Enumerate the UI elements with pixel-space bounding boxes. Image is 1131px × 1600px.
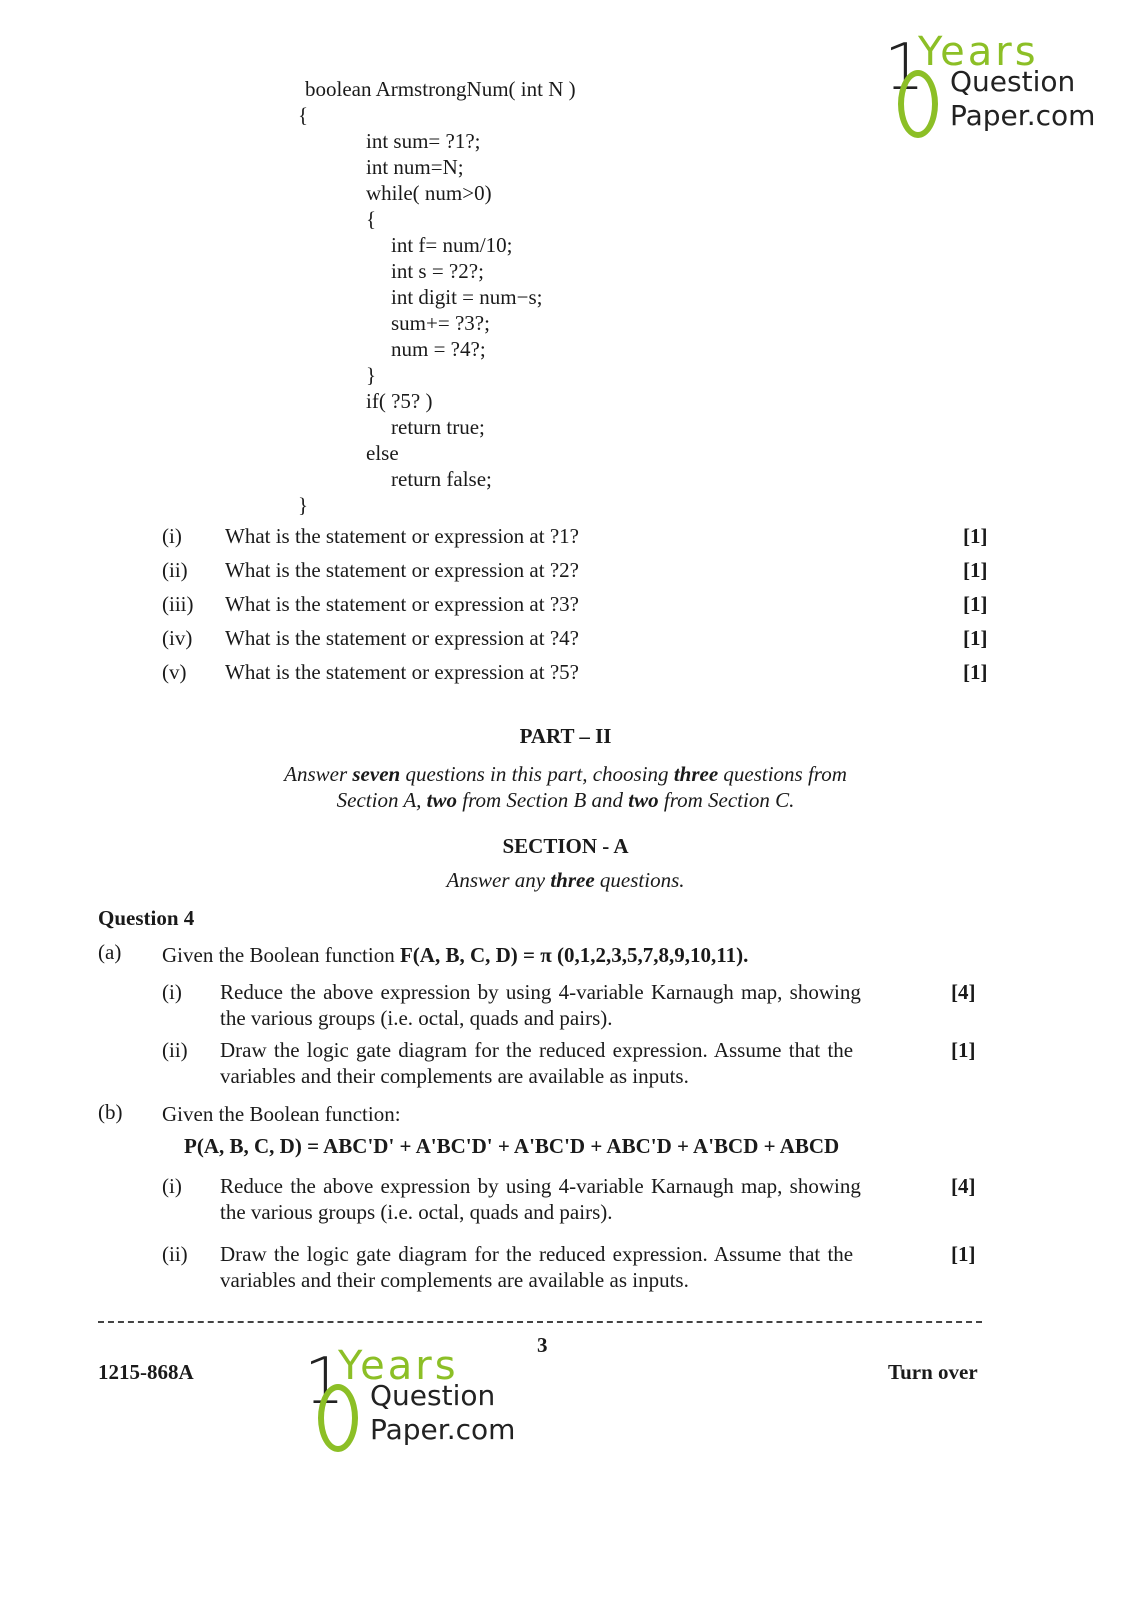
logo-question: Question xyxy=(370,1379,496,1412)
part-a-i-marks: [4] xyxy=(951,980,976,1004)
instruction-text: questions in this part, choosing xyxy=(400,762,674,786)
logo-paper: Paper.com xyxy=(370,1413,516,1446)
instruction-text: from Section C. xyxy=(658,788,795,812)
instruction-text: Answer xyxy=(284,762,353,786)
logo-digit-one: 1 xyxy=(884,31,925,105)
part-a-ii-line2: variables and their complements are available as inputs. xyxy=(220,1064,689,1088)
section-heading: SECTION - A xyxy=(502,834,629,858)
part-heading: PART – II xyxy=(519,724,612,748)
logo-zero-ring xyxy=(318,1384,358,1452)
logo-paper: Paper.com xyxy=(950,99,1096,132)
part-b-ii-line1: Draw the logic gate diagram for the reduced expression. Assume that the xyxy=(220,1242,854,1266)
part-instruction-line2 xyxy=(0,788,1131,813)
code-line: sum+= ?3?; xyxy=(391,311,490,335)
logo-years: Years xyxy=(918,29,1039,75)
sub-question-marks: [1] xyxy=(963,592,988,616)
instruction-emphasis: two xyxy=(426,788,457,812)
code-line: else xyxy=(366,441,399,465)
site-logo-bottom xyxy=(304,1343,524,1454)
part-b-ii-number: (ii) xyxy=(162,1242,188,1266)
code-line: { xyxy=(298,103,309,127)
part-b-i-number: (i) xyxy=(162,1174,182,1198)
instruction-text: Answer any xyxy=(446,868,551,892)
code-line: if( ?5? ) xyxy=(366,389,433,413)
part-a-i-line1: Reduce the above expression by using 4-variable Karnaugh map, showing xyxy=(220,980,861,1004)
code-line: int sum= ?1?; xyxy=(366,129,481,153)
part-b-i-line1: Reduce the above expression by using 4-variable Karnaugh map, showing xyxy=(220,1174,861,1198)
part-a-function: F(A, B, C, D) = π (0,1,2,3,5,7,8,9,10,11). xyxy=(399,943,749,967)
code-line: int f= num/10; xyxy=(391,233,513,257)
footer-divider xyxy=(98,1321,982,1323)
instruction-text: from Section B and xyxy=(457,788,629,812)
page-number: 3 xyxy=(537,1333,548,1357)
code-line: { xyxy=(366,207,377,231)
site-logo-top xyxy=(884,29,1104,140)
code-line: num = ?4?; xyxy=(391,337,486,361)
part-a-text xyxy=(162,943,748,968)
sub-question-marks: [1] xyxy=(963,524,988,548)
sub-question-text: What is the statement or expression at ?1? xyxy=(225,524,579,548)
sub-question-marks: [1] xyxy=(963,626,988,650)
part-b-function: P(A, B, C, D) = ABC'D' + A'BC'D' + A'BC'D + ABC'D + A'BCD + ABCD xyxy=(184,1134,840,1158)
part-a-intro: Given the Boolean function xyxy=(162,943,400,967)
logo-years: Years xyxy=(338,1343,459,1389)
code-line: int num=N; xyxy=(366,155,464,179)
part-a-ii-marks: [1] xyxy=(951,1038,976,1062)
code-line: return false; xyxy=(391,467,492,491)
logo-question: Question xyxy=(950,65,1076,98)
part-a-i-number: (i) xyxy=(162,980,182,1004)
part-instruction-line1 xyxy=(0,762,1131,787)
part-b-text: Given the Boolean function: xyxy=(162,1102,401,1126)
part-b-label: (b) xyxy=(98,1100,123,1124)
part-b-ii-line2: variables and their complements are available as inputs. xyxy=(220,1268,689,1292)
paper-code: 1215-868A xyxy=(98,1360,194,1384)
logo-zero-ring xyxy=(898,70,938,138)
part-a-i-line2: the various groups (i.e. octal, quads and pairs). xyxy=(220,1006,613,1030)
sub-question-number: (i) xyxy=(162,524,182,548)
section-instruction xyxy=(0,868,1131,893)
instruction-text: Section A, xyxy=(336,788,427,812)
sub-question-text: What is the statement or expression at ?3? xyxy=(225,592,579,616)
sub-question-text: What is the statement or expression at ?2? xyxy=(225,558,579,582)
code-line: boolean ArmstrongNum( int N ) xyxy=(305,77,576,101)
code-line: return true; xyxy=(391,415,485,439)
part-b-i-marks: [4] xyxy=(951,1174,976,1198)
turn-over-label: Turn over xyxy=(888,1360,978,1384)
part-a-label: (a) xyxy=(98,940,122,964)
part-a-ii-line1: Draw the logic gate diagram for the reduced expression. Assume that the xyxy=(220,1038,854,1062)
sub-question-number: (v) xyxy=(162,660,187,684)
code-line: } xyxy=(298,493,309,517)
sub-question-marks: [1] xyxy=(963,558,988,582)
sub-question-text: What is the statement or expression at ?5? xyxy=(225,660,579,684)
code-line: while( num>0) xyxy=(366,181,492,205)
instruction-text: questions from xyxy=(718,762,847,786)
sub-question-number: (iv) xyxy=(162,626,193,650)
sub-question-marks: [1] xyxy=(963,660,988,684)
logo-digit-one: 1 xyxy=(304,1345,345,1419)
part-a-ii-number: (ii) xyxy=(162,1038,188,1062)
instruction-text: questions. xyxy=(594,868,685,892)
instruction-emphasis: three xyxy=(550,868,595,892)
instruction-emphasis: two xyxy=(628,788,659,812)
sub-question-number: (iii) xyxy=(162,592,194,616)
sub-question-text: What is the statement or expression at ?4? xyxy=(225,626,579,650)
code-line: int s = ?2?; xyxy=(391,259,484,283)
instruction-emphasis: three xyxy=(673,762,719,786)
instruction-emphasis: seven xyxy=(352,762,401,786)
part-b-i-line2: the various groups (i.e. octal, quads and pairs). xyxy=(220,1200,613,1224)
code-line: } xyxy=(366,363,377,387)
part-b-ii-marks: [1] xyxy=(951,1242,976,1266)
sub-question-number: (ii) xyxy=(162,558,188,582)
question-title: Question 4 xyxy=(98,906,195,930)
code-line: int digit = num−s; xyxy=(391,285,543,309)
